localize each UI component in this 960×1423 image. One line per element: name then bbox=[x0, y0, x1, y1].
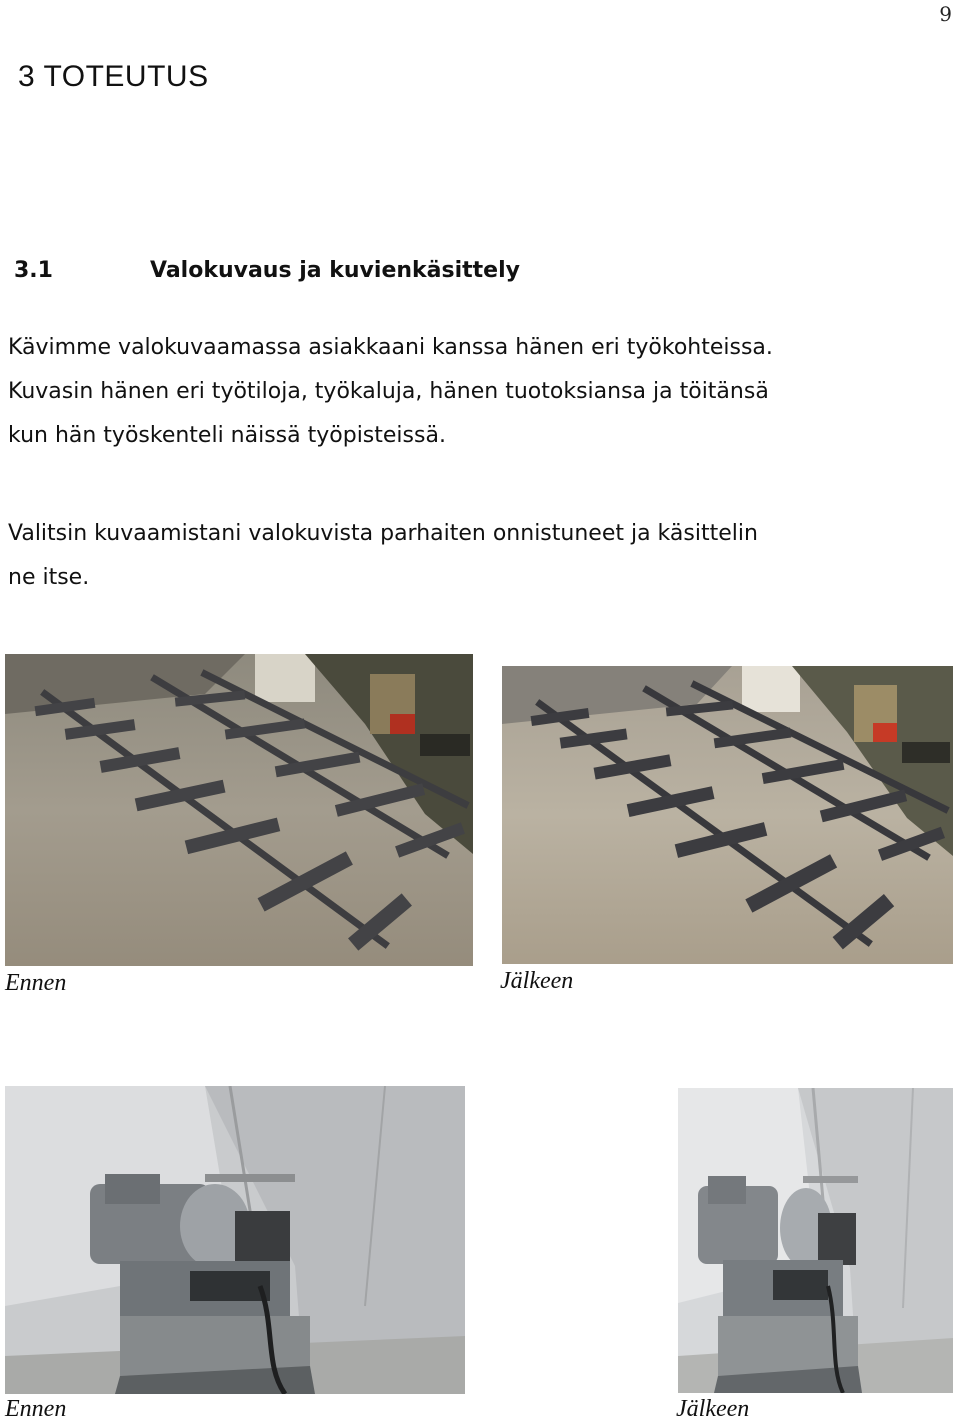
caption-before-2: Ennen bbox=[5, 1396, 67, 1422]
paragraph-line: Valitsin kuvaamistani valokuvista parhaiten onnistuneet ja käsittelin bbox=[8, 521, 758, 546]
caption-before-1: Ennen bbox=[5, 970, 67, 996]
paragraph-line: Kävimme valokuvaamassa asiakkaani kanssa hänen eri työkohteissa. bbox=[8, 335, 773, 360]
motor-unit-image bbox=[678, 1088, 953, 1393]
caption-after-2: Jälkeen bbox=[676, 1396, 750, 1422]
paragraph-line: kun hän työskenteli näissä työpisteissä. bbox=[8, 423, 446, 448]
motor-unit-image bbox=[5, 1086, 465, 1394]
section-heading: Valokuvaus ja kuvienkäsittely bbox=[150, 258, 520, 283]
photo-floor-frame-before bbox=[5, 654, 473, 966]
photo-floor-frame-after bbox=[502, 666, 953, 964]
paragraph-1 bbox=[8, 326, 953, 458]
page-number: 9 bbox=[939, 2, 952, 26]
paragraph-line: Kuvasin hänen eri työtiloja, työkaluja, hänen tuotoksiansa ja töitänsä bbox=[8, 379, 769, 404]
chapter-title: 3 TOTEUTUS bbox=[18, 60, 209, 93]
caption-after-1: Jälkeen bbox=[500, 968, 574, 994]
section-number: 3.1 bbox=[14, 258, 53, 283]
paragraph-2 bbox=[8, 512, 953, 600]
photo-motor-unit-after bbox=[678, 1088, 953, 1393]
paragraph-line: ne itse. bbox=[8, 565, 90, 590]
floor-frame-image bbox=[5, 654, 473, 966]
floor-frame-image bbox=[502, 666, 953, 964]
photo-motor-unit-before bbox=[5, 1086, 465, 1394]
section-title bbox=[14, 258, 520, 283]
